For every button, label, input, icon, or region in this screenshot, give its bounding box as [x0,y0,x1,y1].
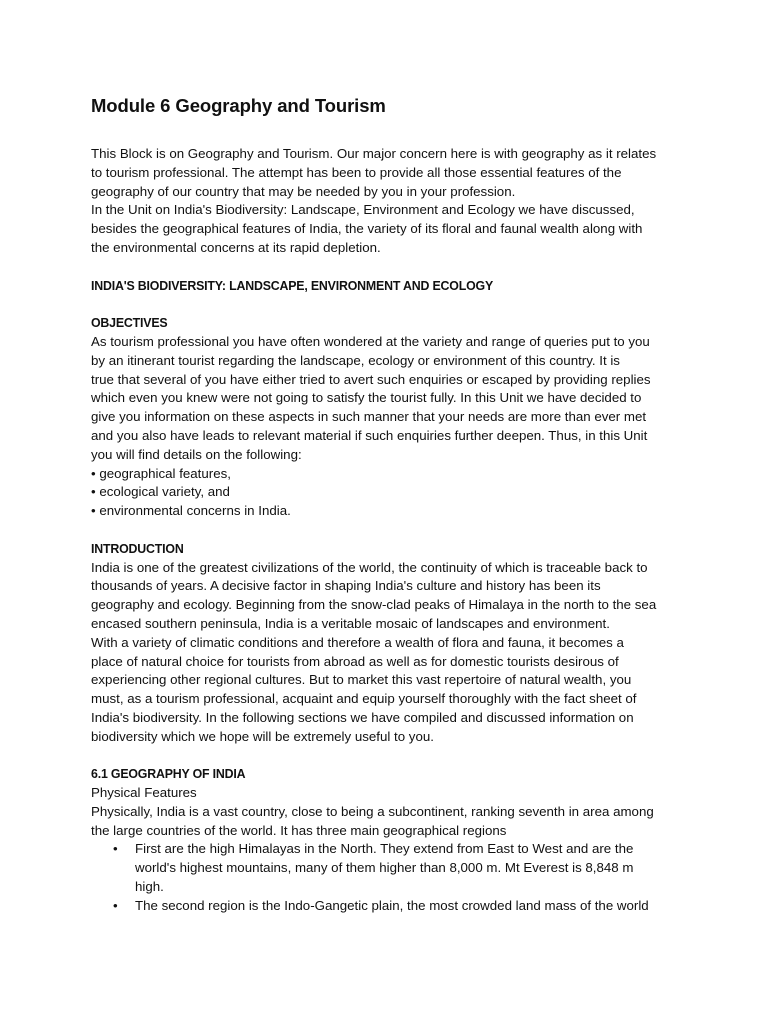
text-line: to tourism professional. The attempt has been to provide all those essential features of the [91,164,622,180]
text-line: high. [135,879,164,895]
bullet-icon: • [113,841,118,857]
text-line: give you information on these aspects in such manner that your needs are more than ever met [91,409,647,425]
text-line: the environmental concerns at its rapid depletion. [91,239,381,255]
text-line: India is one of the greatest civilizations of the world, the continuity of which is traceable back to [91,559,648,575]
geography-paragraph [91,803,691,841]
spacer [91,258,691,277]
spacer [91,295,691,314]
text-line: true that several of you have either tried to avert such enquiries or escaped by providing replies [91,371,651,387]
text-line: With a variety of climatic conditions and therefore a wealth of flora and fauna, it becomes a [91,634,624,650]
introduction-paragraph [91,559,691,747]
text-line: biodiversity which we hope will be extremely useful to you. [91,728,434,744]
text-line: experiencing other regional cultures. But to market this vast repertoire of natural wealth, you [91,672,632,688]
spacer [91,747,691,766]
text-line: First are the high Himalayas in the North. They extend from East to West and are the [135,841,634,857]
unit-heading: INDIA'S BIODIVERSITY: LANDSCAPE, ENVIRONMENT AND ECOLOGY [91,277,494,293]
text-line: As tourism professional you have often wondered at the variety and range of queries put to you [91,333,650,349]
regions-list [91,840,691,915]
text-line: In the Unit on India's Biodiversity: Landscape, Environment and Ecology we have discussed, [91,202,635,218]
geography-heading: 6.1 GEOGRAPHY OF INDIA [91,766,246,782]
list-item: • geographical features, [91,465,231,481]
list-item [91,840,691,896]
text-line: besides the geographical features of India, the variety of its floral and faunal wealth along with [91,221,643,237]
spacer [91,521,691,540]
text-line: place of natural choice for tourists from abroad as well as for domestic tourists desirous of [91,653,619,669]
text-line: This Block is on Geography and Tourism. Our major concern here is with geography as it relates [91,146,657,161]
text-line: geography and ecology. Beginning from the snow-clad peaks of Himalaya in the north to the sea [91,597,657,613]
text-line: Physically, India is a vast country, close to being a subcontinent, ranking seventh in area among [91,803,654,819]
objectives-paragraph [91,333,691,465]
text-line: world's highest mountains, many of them higher than 8,000 m. Mt Everest is 8,848 m [135,860,634,876]
text-line: India's biodiversity. In the following sections we have compiled and discussed information on [91,709,634,725]
physical-features-subheading: Physical Features [91,785,197,801]
text-line: by an itinerant tourist regarding the landscape, ecology or environment of this country. It is [91,352,620,368]
text-line: thousands of years. A decisive factor in shaping India's culture and history has been its [91,578,601,594]
introduction-heading: INTRODUCTION [91,540,184,556]
objectives-list [91,465,691,521]
list-item [91,897,691,916]
page-title: Module 6 Geography and Tourism [91,95,386,116]
text-line: geography of our country that may be needed by you in your profession. [91,183,516,199]
objectives-heading: OBJECTIVES [91,315,168,331]
text-line: must, as a tourism professional, acquaint and equip yourself thoroughly with the fact sheet of [91,691,637,707]
text-line: The second region is the Indo-Gangetic plain, the most crowded land mass of the world [135,897,649,913]
text-line: you will find details on the following: [91,446,302,462]
list-item: • environmental concerns in India. [91,503,291,519]
text-line: the large countries of the world. It has three main geographical regions [91,822,507,838]
document-page [91,95,691,916]
bullet-icon: • [113,897,118,913]
intro-paragraph [91,145,691,258]
text-line: encased southern peninsula, India is a veritable mosaic of landscapes and environment. [91,615,610,631]
text-line: which even you knew were not going to satisfy the tourist fully. In this Unit we have decided to [91,390,642,406]
list-item: • ecological variety, and [91,484,230,500]
text-line: and you also have leads to relevant material if such enquiries further deepen. Thus, in this Unit [91,427,648,443]
